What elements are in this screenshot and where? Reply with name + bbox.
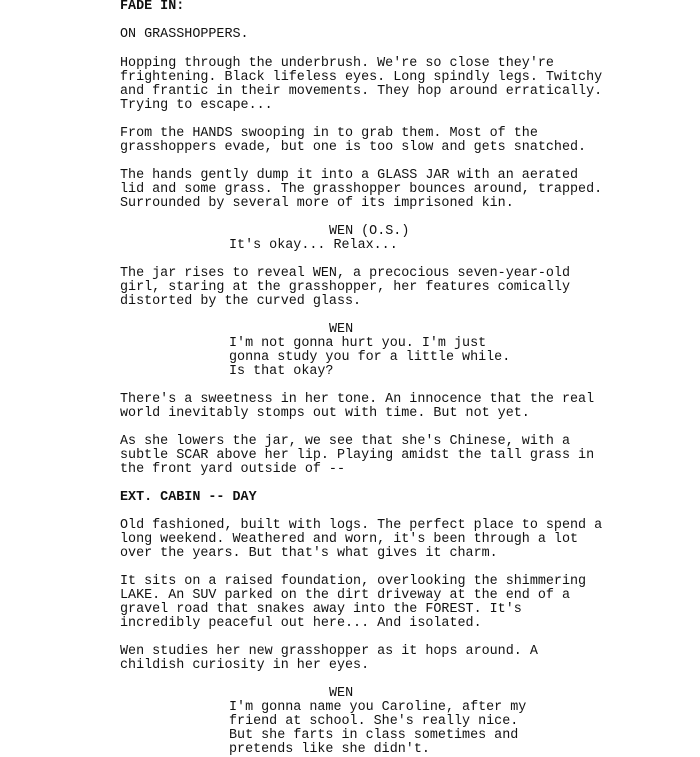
action-line: and frantic in their movements. They hop around erratically. xyxy=(120,84,603,99)
dialogue-line: Is that okay? xyxy=(229,364,334,379)
action-line: Surrounded by several more of its imprisoned kin. xyxy=(120,196,514,211)
character-name: WEN (O.S.) xyxy=(329,224,410,239)
action-line: over the years. But that's what gives it charm. xyxy=(120,546,498,561)
action-line: LAKE. An SUV parked on the dirt driveway at the end of a xyxy=(120,588,570,603)
dialogue-line: I'm not gonna hurt you. I'm just xyxy=(229,336,487,351)
action-line: childish curiosity in her eyes. xyxy=(120,658,370,673)
dialogue-line: But she farts in class sometimes and xyxy=(229,728,519,743)
action-line: From the HANDS swooping in to grab them. Most of the xyxy=(120,126,538,141)
dialogue-line: It's okay... Relax... xyxy=(229,238,398,253)
action-line: gravel road that snakes away into the FOREST. It's xyxy=(120,602,522,617)
action-line: Wen studies her new grasshopper as it hops around. A xyxy=(120,644,538,659)
action-line: Old fashioned, built with logs. The perfect place to spend a xyxy=(120,518,603,533)
action-line: Trying to escape... xyxy=(120,98,273,113)
action-line: world inevitably stomps out with time. But not yet. xyxy=(120,406,530,421)
scene-subheading: ON GRASSHOPPERS. xyxy=(120,27,249,42)
action-line: It sits on a raised foundation, overlooking the shimmering xyxy=(120,574,587,589)
transition: FADE IN: xyxy=(120,0,185,14)
action-line: subtle SCAR above her lip. Playing amidst the tall grass in xyxy=(120,448,595,463)
action-line: grasshoppers evade, but one is too slow and gets snatched. xyxy=(120,140,587,155)
dialogue-line: gonna study you for a little while. xyxy=(229,350,511,365)
dialogue-line: pretends like she didn't. xyxy=(229,742,430,757)
action-line: long weekend. Weathered and worn, it's been through a lot xyxy=(120,532,579,547)
action-line: the front yard outside of -- xyxy=(120,462,345,477)
action-line: distorted by the curved glass. xyxy=(120,294,362,309)
action-line: lid and some grass. The grasshopper bounces around, trapped. xyxy=(120,182,603,197)
action-line: As she lowers the jar, we see that she's Chinese, with a xyxy=(120,434,570,449)
scene-heading: EXT. CABIN -- DAY xyxy=(120,490,257,505)
action-line: Hopping through the underbrush. We're so close they're xyxy=(120,56,554,71)
character-name: WEN xyxy=(329,322,354,337)
dialogue-line: friend at school. She's really nice. xyxy=(229,714,519,729)
character-name: WEN xyxy=(329,686,354,701)
action-line: There's a sweetness in her tone. An innocence that the real xyxy=(120,392,595,407)
dialogue-line: I'm gonna name you Caroline, after my xyxy=(229,700,527,715)
action-line: The hands gently dump it into a GLASS JAR with an aerated xyxy=(120,168,579,183)
action-line: frightening. Black lifeless eyes. Long spindly legs. Twitchy xyxy=(120,70,603,85)
action-line: The jar rises to reveal WEN, a precocious seven-year-old xyxy=(120,266,570,281)
action-line: girl, staring at the grasshopper, her features comically xyxy=(120,280,570,295)
action-line: incredibly peaceful out here... And isolated. xyxy=(120,616,482,631)
